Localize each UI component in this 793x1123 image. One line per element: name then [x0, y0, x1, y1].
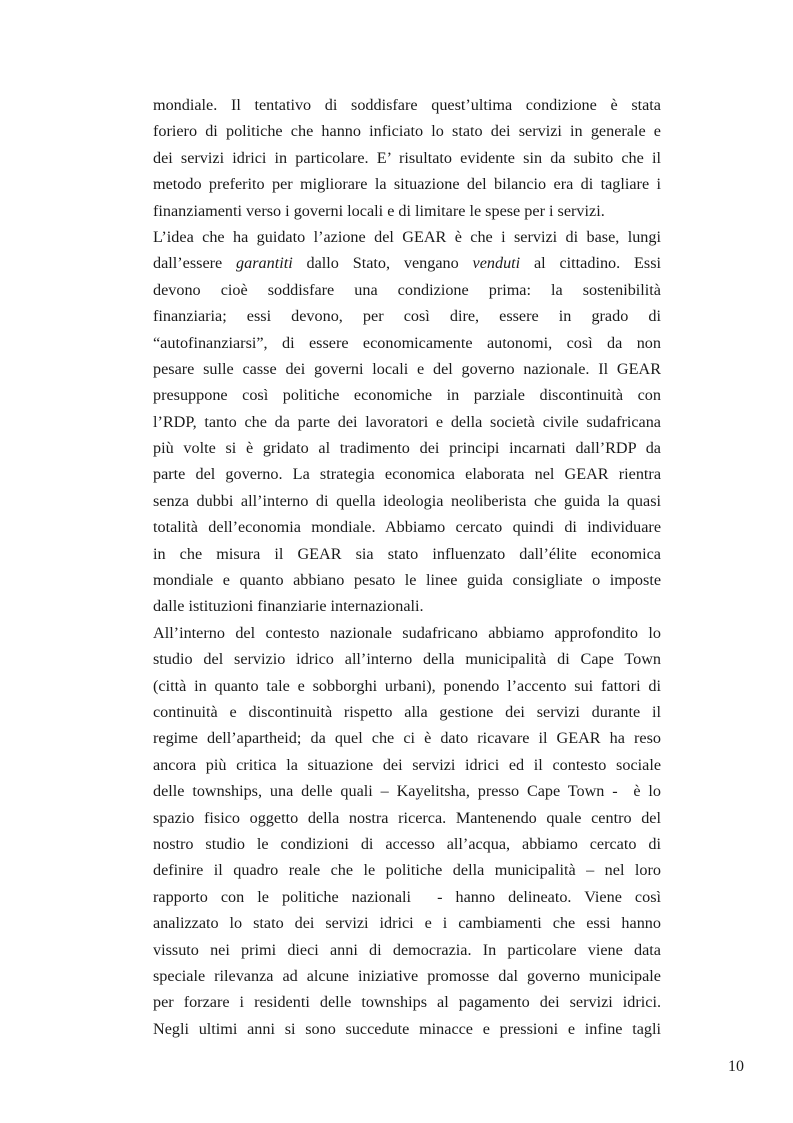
text-run: rapporto con le politiche nazionali - hanno delineato. Viene così — [153, 887, 661, 906]
text-run: più volte si è gridato al tradimento dei principi incarnati dall’RDP da — [153, 439, 661, 458]
text-run: analizzato lo stato dei servizi idrici e i cambiamenti che essi hanno — [153, 914, 661, 933]
text-line — [153, 92, 661, 118]
text-run: spazio fisico oggetto della nostra ricerca. Mantenendo quale centro del — [153, 808, 661, 827]
text-line — [153, 567, 661, 593]
text-line — [153, 171, 661, 197]
text-run: delle townships, una delle quali – Kayelitsha, presso Cape Town - è lo — [153, 782, 661, 801]
text-line — [153, 330, 661, 356]
text-line — [153, 805, 661, 831]
text-run: dei servizi idrici in particolare. E’ risultato evidente sin da subito che il — [153, 148, 661, 167]
text-run: devono cioè soddisfare una condizione prima: la sostenibilità — [153, 280, 661, 299]
text-run: dall’essere — [153, 254, 237, 273]
text-run: regime dell’apartheid; da quel che ci è dato ricavare il GEAR ha reso — [153, 729, 661, 748]
text-line — [153, 673, 661, 699]
text-run: finanziaria; essi devono, per così dire, essere in grado di — [153, 307, 661, 326]
text-line — [153, 752, 661, 778]
text-line — [153, 593, 661, 619]
text-run: continuità e discontinuità rispetto alla gestione dei servizi durante il — [153, 702, 661, 721]
body-text — [153, 92, 661, 1042]
text-run: mondiale e quanto abbiano pesato le linee guida consigliate o imposte — [153, 571, 661, 590]
text-run: pesare sulle casse dei governi locali e del governo nazionale. Il GEAR — [153, 359, 661, 378]
text-line — [153, 541, 661, 567]
text-line — [153, 646, 661, 672]
text-run: l’RDP, tanto che da parte dei lavoratori e della società civile sudafricana — [153, 412, 661, 431]
text-run: “autofinanziarsi”, di essere economicamente autonomi, così da non — [153, 333, 661, 352]
text-line — [153, 198, 661, 224]
text-run: L’idea che ha guidato l’azione del GEAR è che i servizi di base, lungi — [153, 227, 661, 246]
text-line — [153, 725, 661, 751]
text-line — [153, 461, 661, 487]
text-line — [153, 884, 661, 910]
text-line — [153, 699, 661, 725]
text-run: Negli ultimi anni si sono succedute minacce e pressioni e infine tagli — [153, 1019, 661, 1038]
text-line — [153, 303, 661, 329]
emphasis-text: garantiti — [236, 254, 293, 273]
text-run: finanziamenti verso i governi locali e di limitare le spese per i servizi. — [153, 201, 605, 220]
text-line — [153, 989, 661, 1015]
text-line — [153, 488, 661, 514]
text-run: mondiale. Il tentativo di soddisfare quest’ultima condizione è stata — [153, 96, 661, 114]
text-line — [153, 937, 661, 963]
text-run: All’interno del contesto nazionale sudafricano abbiamo approfondito lo — [153, 623, 661, 642]
text-line — [153, 435, 661, 461]
text-run: in che misura il GEAR sia stato influenzato dall’élite economica — [153, 544, 661, 563]
text-line — [153, 1016, 661, 1042]
text-line — [153, 409, 661, 435]
text-line — [153, 514, 661, 540]
text-line — [153, 963, 661, 989]
emphasis-text: venduti — [472, 254, 521, 273]
text-line — [153, 778, 661, 804]
text-line — [153, 250, 661, 276]
text-line — [153, 910, 661, 936]
text-line — [153, 145, 661, 171]
text-run: ancora più critica la situazione dei servizi idrici ed il contesto sociale — [153, 755, 661, 774]
text-run: foriero di politiche che hanno inficiato lo stato dei servizi in generale e — [153, 122, 661, 141]
text-line — [153, 620, 661, 646]
text-run: senza dubbi all’interno di quella ideologia neoliberista che guida la quasi — [153, 491, 661, 510]
text-run: nostro studio le condizioni di accesso all’acqua, abbiamo cercato di — [153, 834, 661, 853]
text-line — [153, 277, 661, 303]
text-line — [153, 224, 661, 250]
text-run: dalle istituzioni finanziarie internazionali. — [153, 597, 424, 616]
text-run: vissuto nei primi dieci anni di democrazia. In particolare viene data — [153, 940, 661, 959]
text-line — [153, 118, 661, 144]
text-run: dallo Stato, vengano — [292, 254, 473, 273]
text-run: parte del governo. La strategia economica elaborata nel GEAR rientra — [153, 465, 661, 484]
text-run: studio del servizio idrico all’interno della municipalità di Cape Town — [153, 650, 661, 669]
text-run: (città in quanto tale e sobborghi urbani), ponendo l’accento sui fattori di — [153, 676, 661, 695]
text-line — [153, 857, 661, 883]
text-run: per forzare i residenti delle townships al pagamento dei servizi idrici. — [153, 993, 661, 1012]
text-run: definire il quadro reale che le politiche della municipalità – nel loro — [153, 861, 661, 880]
text-run: al cittadino. Essi — [520, 254, 661, 273]
text-run: speciale rilevanza ad alcune iniziative promosse dal governo municipale — [153, 966, 661, 985]
text-line — [153, 831, 661, 857]
page-number: 10 — [728, 1058, 744, 1075]
text-line — [153, 356, 661, 382]
text-line — [153, 382, 661, 408]
text-run: metodo preferito per migliorare la situazione del bilancio era di tagliare i — [153, 175, 661, 194]
text-run: presuppone così politiche economiche in parziale discontinuità con — [153, 386, 661, 405]
text-run: totalità dell’economia mondiale. Abbiamo cercato quindi di individuare — [153, 518, 661, 537]
